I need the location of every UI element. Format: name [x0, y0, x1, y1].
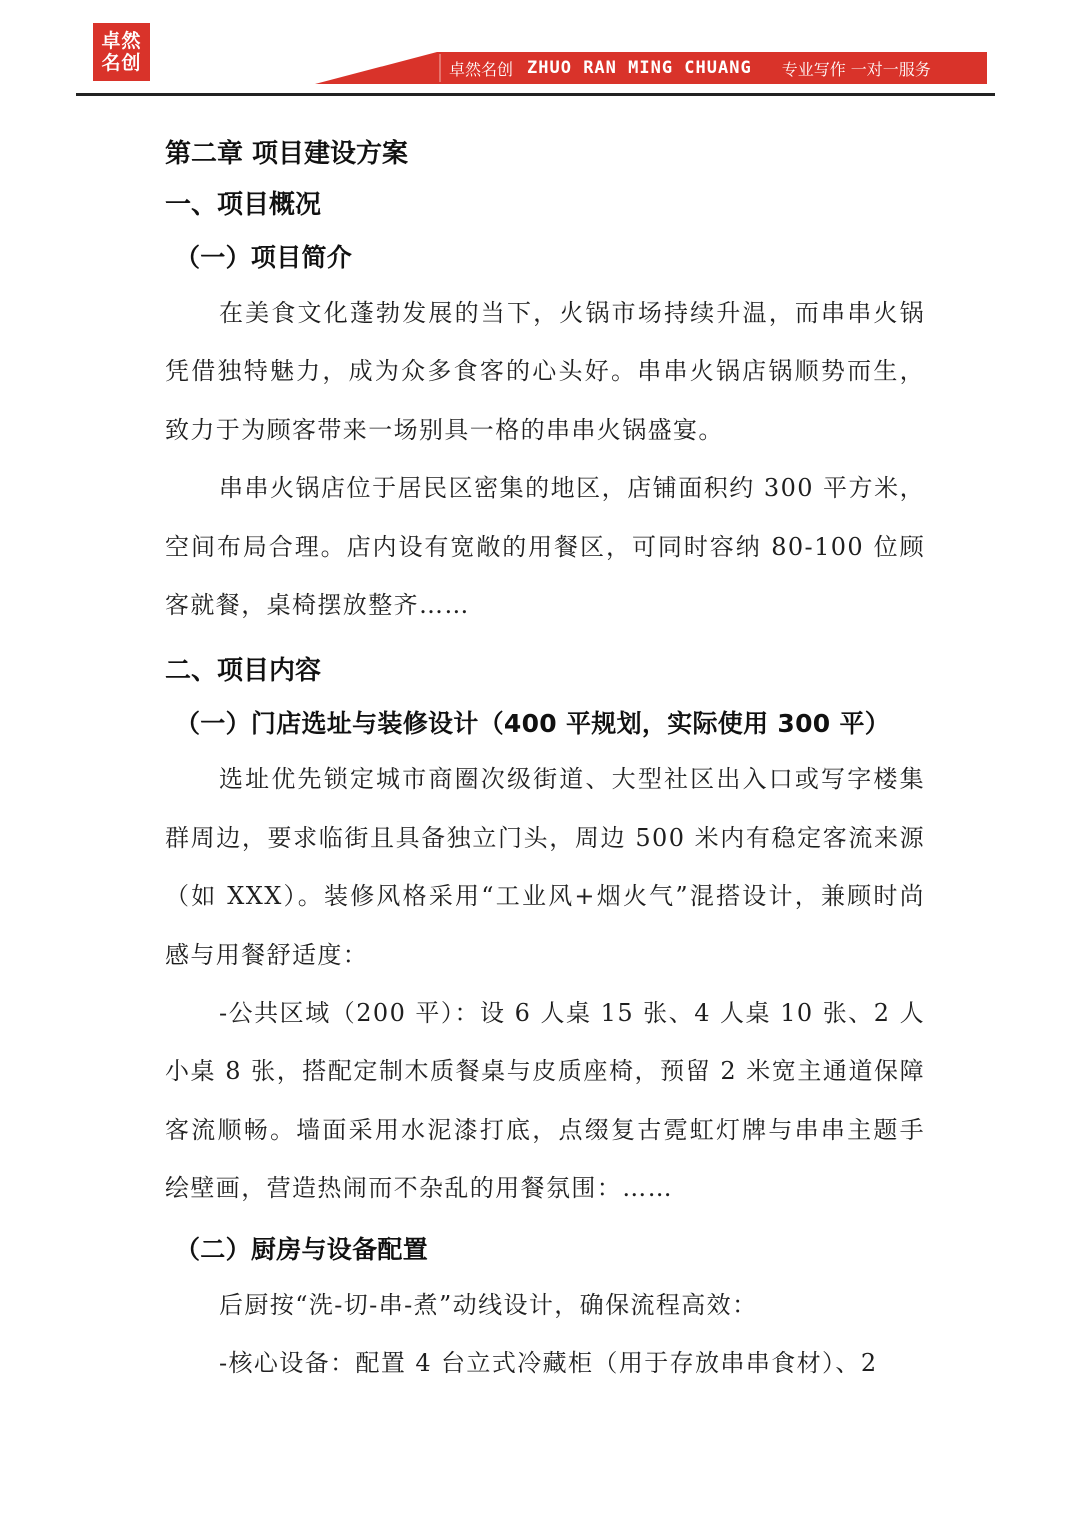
subsection-title-kitchen: （二）厨房与设备配置 [175, 1234, 429, 1264]
paragraph-location-1: 选址优先锁定城市商圈次级街道、大型社区出入口或写字楼集群周边，要求临街且具备独立门头，周边 500 米内有稳定客流来源（如 XXX）。装修风格采用“工业风+烟火气”混搭设计，兼顾时尚感与用餐舒适度： [165, 765, 925, 969]
header-banner [0, 0, 1080, 100]
paragraph-kitchen-2: -核心设备：配置 4 台立式冷藏柜（用于存放串串食材）、2 [219, 1349, 878, 1378]
banner-text-group [437, 52, 987, 84]
subsection-title-intro: （一）项目简介 [175, 243, 353, 272]
paragraph-location-2: -公共区域（200 平）：设 6 人桌 15 张、4 人桌 10 张、2 人小桌 8 张，搭配定制木质餐桌与皮质座椅，预留 2 米宽主通道保障客流顺畅。墙面采用水泥漆打底，点缀复古霓虹灯牌与串串主题手绘壁画，营造热闹而不杂乱的用餐氛围：…… [165, 999, 925, 1203]
document-body [165, 130, 925, 1393]
paragraph-kitchen-1: 后厨按“洗-切-串-煮”动线设计，确保流程高效： [219, 1290, 758, 1319]
brand-name-cn: 卓然名创 [449, 59, 514, 79]
header-divider [76, 93, 995, 96]
page-header [0, 0, 1080, 100]
subsection-title-location: （一）门店选址与装修设计（400 平规划，实际使用 300 平） [175, 709, 891, 739]
section-title-content: 二、项目内容 [165, 656, 322, 687]
logo-text-line2: 名创 [101, 52, 142, 74]
banner-wedge-shape [315, 52, 437, 84]
paragraph-intro-1: 在美食文化蓬勃发展的当下，火锅市场持续升温，而串串火锅凭借独特魅力，成为众多食客的心头好。串串火锅店锅顺势而生，致力于为顾客带来一场别具一格的串串火锅盛宴。 [165, 299, 925, 444]
brand-slogan: 专业写作 一对一服务 [781, 59, 931, 79]
logo-text-line1: 卓然 [101, 30, 142, 52]
paragraph-intro-2: 串串火锅店位于居民区密集的地区，店铺面积约 300 平方米，空间布局合理。店内设有宽敞的用餐区，可同时容纳 80-100 位顾客就餐，桌椅摆放整齐…… [165, 474, 925, 620]
chapter-title: 第二章 项目建设方案 [165, 139, 409, 169]
section-title-overview: 一、项目概况 [165, 190, 322, 220]
brand-name-en: ZHUO RAN MING CHUANG [527, 58, 752, 78]
